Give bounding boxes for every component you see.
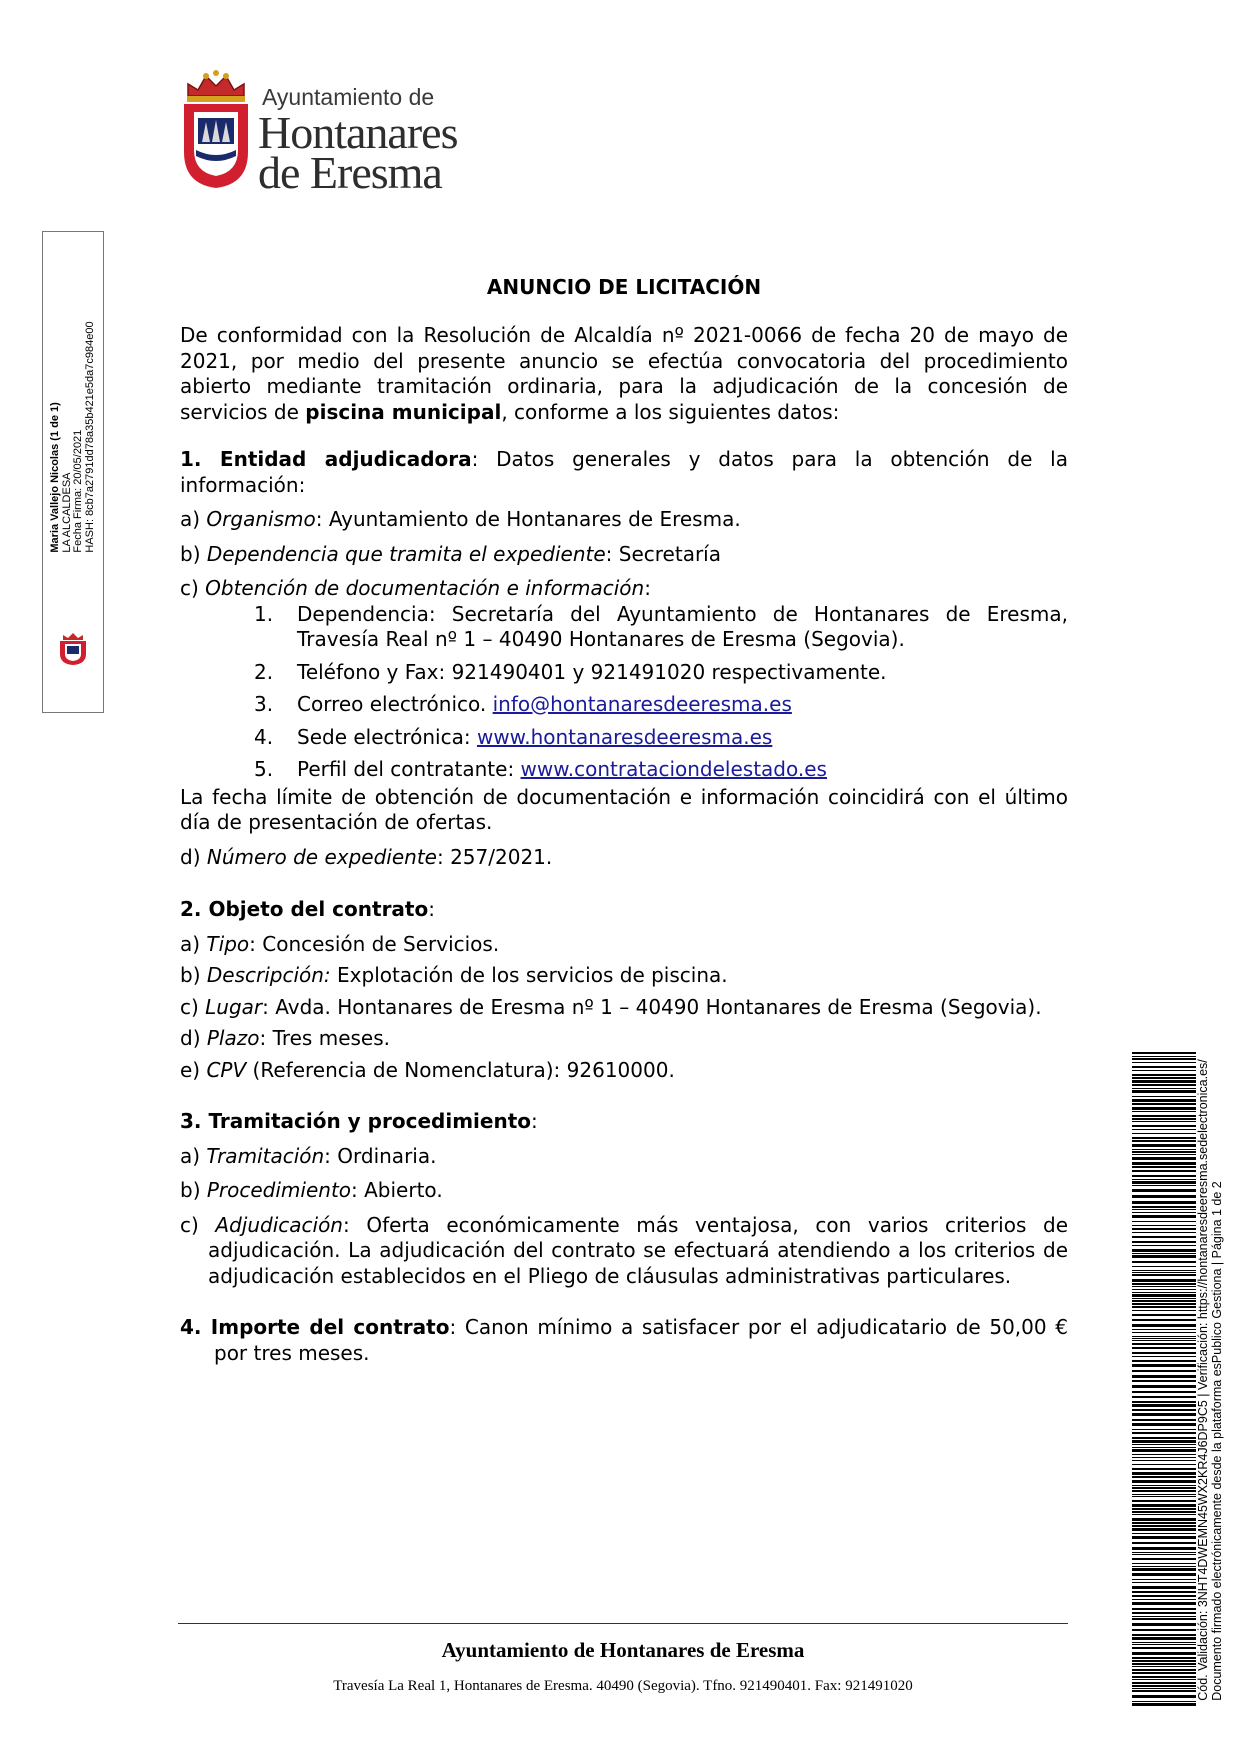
barcode-bar — [1132, 1582, 1196, 1583]
barcode-bar — [1132, 1292, 1196, 1293]
barcode-bar — [1132, 1118, 1196, 1120]
barcode-bar — [1132, 1511, 1196, 1513]
list-text: Correo electrónico. — [297, 692, 493, 716]
barcode-bar — [1132, 1490, 1196, 1492]
item-prefix: c) — [180, 994, 206, 1019]
logo-line-3: de Eresma — [258, 147, 442, 198]
barcode-bar — [1132, 1487, 1196, 1489]
barcode-bar — [1132, 1201, 1196, 1204]
barcode-bar — [1132, 1629, 1196, 1631]
barcode-bar — [1132, 1352, 1196, 1354]
barcode-bar — [1132, 1440, 1196, 1443]
validation-code: Cód. Validación: 3NHT4DWEMN45WX2KR4J6DP9C5 | Verificación: https://hontanaresdeeresma.sedelectronica.es/ — [1196, 1059, 1210, 1701]
barcode-bar — [1132, 1642, 1196, 1643]
barcode-bar — [1132, 1647, 1196, 1649]
barcode-bar — [1132, 1215, 1196, 1218]
barcode-bar — [1132, 1088, 1196, 1089]
barcode-bar — [1132, 1300, 1196, 1302]
barcode-bar — [1132, 1454, 1196, 1455]
barcode-bar — [1132, 1310, 1196, 1311]
list-item — [254, 660, 1068, 686]
item-label: Tramitación — [206, 1143, 325, 1168]
barcode-bar — [1132, 1111, 1196, 1112]
signature-date: Fecha Firma: 20/05/2021 — [72, 429, 84, 553]
barcode-bar — [1132, 1189, 1196, 1192]
item-prefix: c) — [180, 1212, 216, 1237]
barcode-bar — [1132, 1409, 1196, 1411]
barcode-bar — [1132, 1090, 1196, 1093]
barcode-bar — [1132, 1179, 1196, 1180]
section-1-item-b — [180, 542, 1068, 568]
barcode-bar — [1132, 1084, 1196, 1086]
barcode-bar — [1132, 1052, 1196, 1054]
barcode-bar — [1132, 1468, 1196, 1470]
list-text: Teléfono y Fax: 921490401 y 921491020 respectivamente. — [297, 659, 887, 684]
barcode-bar — [1132, 1413, 1196, 1416]
barcode-bar — [1132, 1536, 1196, 1539]
barcode-bar — [1132, 1332, 1196, 1333]
list-number: 2. — [254, 659, 274, 684]
item-prefix: b) — [180, 1178, 207, 1202]
contractor-profile-link[interactable]: www.contrataciondelestado.es — [520, 757, 827, 781]
barcode-bar — [1132, 1232, 1196, 1233]
barcode-bar — [1132, 1423, 1196, 1426]
barcode-bar — [1132, 1185, 1196, 1186]
item-label: Lugar — [205, 994, 263, 1019]
barcode-bar — [1132, 1170, 1196, 1172]
platform-note: Documento firmado electrónicamente desde la plataforma esPublico Gestiona | Página 1 de 2 — [1210, 1181, 1224, 1701]
barcode-bar — [1132, 1682, 1196, 1684]
barcode-bar — [1132, 1688, 1196, 1689]
barcode-bar — [1132, 1058, 1196, 1060]
barcode-bar — [1132, 1329, 1196, 1330]
barcode-bar — [1132, 1283, 1196, 1285]
section-3-item — [180, 1144, 1068, 1170]
barcode-bar — [1132, 1685, 1196, 1687]
barcode-bar — [1132, 1062, 1196, 1063]
barcode-bar — [1132, 1701, 1196, 1702]
barcode-bar — [1132, 1528, 1196, 1531]
document-title: ANUNCIO DE LICITACIÓN — [486, 275, 762, 299]
signature-text — [50, 321, 96, 552]
list-number: 3. — [254, 692, 274, 716]
item-label: Dependencia que tramita el expediente — [206, 541, 606, 566]
barcode-bar — [1132, 1144, 1196, 1147]
barcode-bar — [1132, 1533, 1196, 1534]
barcode-bar — [1132, 1149, 1196, 1150]
item-label: Obtención de documentación e información — [205, 576, 645, 600]
list-number: 5. — [254, 757, 274, 781]
barcode-bar — [1132, 1129, 1196, 1130]
barcode-bar — [1132, 1303, 1196, 1305]
barcode-bar — [1132, 1279, 1196, 1282]
barcode-bar — [1132, 1514, 1196, 1515]
list-item — [254, 692, 1068, 718]
barcode-bar — [1132, 1056, 1196, 1057]
list-number: 1. — [254, 601, 274, 626]
signature-hash: HASH: 8cb7a2791dd78a35b421e5da7c984e00 — [83, 321, 96, 553]
item-label: Adjudicación — [215, 1212, 343, 1237]
barcode-bar — [1132, 1125, 1196, 1127]
barcode-bar — [1132, 1306, 1196, 1308]
barcode-bar — [1132, 1314, 1196, 1316]
item-value: : Tres meses. — [259, 1026, 390, 1050]
section-2-item — [180, 1026, 1068, 1052]
barcode-bar — [1132, 1255, 1196, 1258]
barcode-bar — [1132, 1209, 1196, 1210]
item-value: : Ayuntamiento de Hontanares de Eresma. — [315, 507, 741, 531]
barcode-bar — [1132, 1225, 1196, 1226]
barcode-bar — [1132, 1695, 1196, 1698]
barcode-bar — [1132, 1457, 1196, 1458]
section-1-title: 1. Entidad adjudicadora — [180, 447, 472, 471]
barcode-bar — [1132, 1162, 1196, 1165]
barcode-bar — [1132, 1221, 1196, 1222]
barcode-bar — [1132, 1599, 1196, 1600]
signer-role: LA ALCALDESA — [60, 472, 73, 553]
barcode-bar — [1132, 1464, 1196, 1465]
barcode-bar — [1132, 1663, 1196, 1665]
barcode-bar — [1132, 1504, 1196, 1507]
small-coat-of-arms-icon — [57, 632, 89, 666]
item-label: Plazo — [206, 1026, 260, 1050]
barcode-bar — [1132, 1460, 1196, 1461]
barcode-bar — [1132, 1518, 1196, 1521]
barcode-bar — [1132, 1380, 1196, 1382]
barcode-bar — [1132, 1595, 1196, 1597]
section-2-heading — [180, 897, 1068, 923]
list-item — [254, 602, 1068, 653]
barcode-bar — [1132, 1573, 1196, 1576]
barcode-bar — [1132, 1121, 1196, 1122]
barcode-bar — [1132, 1266, 1196, 1267]
barcode-bar — [1132, 1249, 1196, 1252]
barcode-bar — [1132, 1103, 1196, 1105]
barcode-bar — [1132, 1419, 1196, 1421]
document-body — [180, 323, 1068, 1366]
barcode-bar — [1132, 1133, 1196, 1134]
signer-name: Maria Vallejo Nicolas (1 de 1) — [49, 402, 61, 553]
barcode-bar — [1132, 1236, 1196, 1238]
barcode-bar — [1132, 1586, 1196, 1589]
item-prefix: c) — [180, 576, 206, 600]
barcode-bar — [1132, 1644, 1196, 1645]
barcode-bar — [1132, 1340, 1196, 1341]
item-prefix: d) — [180, 844, 207, 869]
footer-address: Travesía La Real 1, Hontanares de Eresma. 40490 (Segovia). Tfno. 921490401. Fax: 921491020 — [333, 1678, 913, 1694]
barcode-bar — [1132, 1404, 1196, 1407]
signature-stamp — [42, 231, 104, 713]
barcode-bar — [1132, 1690, 1196, 1692]
barcode-bar — [1132, 1074, 1196, 1076]
barcode-bar — [1132, 1401, 1196, 1403]
section-2-item — [180, 995, 1068, 1021]
section-2-item — [180, 932, 1068, 958]
section-1-heading — [180, 447, 1068, 498]
item-prefix: b) — [180, 541, 207, 566]
barcode-bar — [1132, 1080, 1196, 1083]
item-value: Explotación de los servicios de piscina. — [330, 963, 728, 987]
barcode-bar — [1132, 1602, 1196, 1605]
barcode-bar — [1132, 1679, 1196, 1680]
barcode-bar — [1132, 1618, 1196, 1620]
barcode-bar — [1132, 1151, 1196, 1153]
barcode-bar — [1132, 1070, 1196, 1071]
section-4 — [180, 1315, 1068, 1366]
barcode-bar — [1132, 1566, 1196, 1567]
barcode-bar — [1132, 1375, 1196, 1378]
section-4-title: 4. Importe del contrato — [180, 1315, 450, 1339]
section-3-title-rest: : — [531, 1109, 538, 1133]
item-label: Procedimiento — [206, 1178, 352, 1202]
barcode-bar — [1132, 1616, 1196, 1617]
barcode-bar — [1132, 1356, 1196, 1357]
barcode-bar — [1132, 1181, 1196, 1184]
barcode-bar — [1132, 1154, 1196, 1155]
item-prefix: a) — [180, 507, 207, 531]
item-prefix: b) — [180, 963, 207, 987]
item-label: Descripción: — [206, 963, 331, 987]
barcode-bar — [1132, 1253, 1196, 1254]
barcode-bar — [1132, 1338, 1196, 1339]
item-value: : Secretaría — [605, 541, 721, 566]
barcode-bar — [1132, 1391, 1196, 1393]
barcode-bar — [1132, 1270, 1196, 1271]
list-number: 4. — [254, 724, 274, 749]
section-1-item-d — [180, 845, 1068, 871]
barcode-bar — [1132, 1294, 1196, 1297]
website-link[interactable]: www.hontanaresdeeresma.es — [476, 724, 773, 749]
barcode-bar — [1132, 1476, 1196, 1478]
item-value: : 257/2021. — [436, 844, 553, 869]
barcode-bar — [1132, 1652, 1196, 1655]
barcode-bar — [1132, 1228, 1196, 1230]
section-3-title: 3. Tramitación y procedimiento — [180, 1109, 531, 1133]
barcode-bar — [1132, 1286, 1196, 1287]
list-item — [254, 725, 1068, 751]
item-value: : — [644, 576, 651, 600]
section-2-title-rest: : — [428, 897, 435, 921]
barcode-bar — [1132, 1525, 1196, 1527]
barcode-bar — [1132, 1542, 1196, 1544]
deadline-note: La fecha límite de obtención de documentación e información coincidirá con el último día de presentación de ofertas. — [180, 784, 1068, 834]
municipality-logo — [180, 70, 470, 198]
barcode-bar — [1132, 1137, 1196, 1139]
list-text: Perfil del contratante: — [297, 757, 521, 781]
list-text: Sede electrónica: — [297, 724, 477, 749]
barcode-bar — [1132, 1558, 1196, 1560]
barcode-bar — [1132, 1666, 1196, 1667]
barcode-bar — [1132, 1437, 1196, 1439]
barcode-bar — [1132, 1360, 1196, 1362]
item-prefix: a) — [180, 931, 207, 956]
barcode-bar — [1132, 1324, 1196, 1327]
item-value: : Oferta económicamente más ventajosa, con varios criterios de adjudicación. La adjudicación del contrato se efectuará atendiendo a los criterios de adjudicación establecidos en el Pliego de cláusulas administrativas particulares. — [208, 1212, 1069, 1288]
intro-bold-text: piscina municipal — [305, 399, 502, 424]
barcode-bar — [1132, 1099, 1196, 1102]
section-2-title: 2. Objeto del contrato — [180, 897, 429, 921]
barcode-bar — [1132, 1657, 1196, 1659]
barcode-bar — [1132, 1579, 1196, 1580]
barcode-bar — [1132, 1274, 1196, 1276]
barcode-bar — [1132, 1623, 1196, 1626]
barcode-bar — [1132, 1241, 1196, 1243]
barcode-bar — [1132, 1385, 1196, 1388]
barcode-bar — [1132, 1676, 1196, 1678]
barcode-bar — [1132, 1206, 1196, 1208]
section-2-item — [180, 1058, 1068, 1084]
item-value: : Abierto. — [351, 1178, 443, 1202]
barcode-bar — [1132, 1634, 1196, 1636]
barcode-bar — [1132, 1115, 1196, 1117]
barcode-bar — [1132, 1272, 1196, 1273]
barcode-bar — [1132, 1547, 1196, 1550]
barcode-bar — [1132, 1140, 1196, 1142]
item-value: (Referencia de Nomenclatura): 92610000. — [246, 1057, 675, 1082]
item-prefix: d) — [180, 1026, 207, 1050]
barcode-bar — [1132, 1660, 1196, 1662]
barcode-bar — [1132, 1472, 1196, 1475]
item-prefix: a) — [180, 1143, 207, 1168]
barcode-bar — [1132, 1672, 1196, 1674]
barcode-bar — [1132, 1370, 1196, 1372]
barcode-bar — [1132, 1494, 1196, 1495]
section-4-text: : Canon mínimo a satisfacer por el adjudicatario de 50,00 € por tres meses. — [214, 1315, 1068, 1365]
barcode-bar — [1132, 1432, 1196, 1434]
section-1-item-a — [180, 507, 1068, 533]
email-link[interactable]: info@hontanaresdeeresma.es — [492, 692, 792, 716]
item-label: Tipo — [206, 931, 250, 956]
item-value: : Concesión de Servicios. — [249, 931, 500, 956]
barcode-bar — [1132, 1289, 1196, 1290]
barcode-bar — [1132, 1447, 1196, 1448]
barcode-bar — [1132, 1319, 1196, 1321]
barcode-bar — [1132, 1347, 1196, 1349]
barcode-bar — [1132, 1563, 1196, 1564]
barcode-bar — [1132, 1591, 1196, 1593]
item-value: : Avda. Hontanares de Eresma nº 1 – 40490 Hontanares de Eresma (Segovia). — [262, 994, 1042, 1019]
barcode-bar — [1132, 1554, 1196, 1555]
item-prefix: e) — [180, 1057, 207, 1082]
intro-paragraph — [180, 323, 1068, 425]
barcode-bar — [1132, 1157, 1196, 1160]
section-3-item — [180, 1178, 1068, 1204]
barcode-bar — [1132, 1261, 1196, 1263]
barcode-bar — [1132, 1175, 1196, 1177]
barcode-bar — [1132, 1343, 1196, 1345]
section-3-item — [180, 1213, 1068, 1290]
barcode-bar — [1132, 1195, 1196, 1198]
barcode-bar — [1132, 1066, 1196, 1068]
barcode-bar — [1132, 1485, 1196, 1486]
barcode-bar — [1132, 1107, 1196, 1110]
barcode-bar — [1132, 1077, 1196, 1079]
barcode-bar — [1132, 1568, 1196, 1571]
list-item — [254, 757, 1068, 783]
barcode-bar — [1132, 1212, 1196, 1213]
item-label: Organismo — [206, 507, 316, 531]
coat-of-arms-icon — [180, 70, 252, 190]
footer-divider — [178, 1623, 1068, 1624]
barcode-bar — [1132, 1608, 1196, 1610]
barcode-bar — [1132, 1612, 1196, 1614]
barcode-bar — [1132, 1429, 1196, 1430]
contact-list — [254, 602, 1068, 783]
footer-title: Ayuntamiento de Hontanares de Eresma — [441, 1638, 805, 1662]
validation-barcode — [1132, 1052, 1196, 1707]
barcode-bar — [1132, 1522, 1196, 1524]
intro-text-start: De conformidad con la Resolución de Alcaldía nº 2021-0066 de fecha 20 de mayo de 2021, por medio del presente anuncio se efectúa convocatoria del procedimiento abierto mediante tramitación ordinaria, para la adjudicación de la concesión de servicios de — [180, 323, 1068, 424]
list-text: Dependencia: Secretaría del Ayuntamiento de Hontanares de Eresma, Travesía Real nº 1 – 40490 Hontanares de Eresma (Segovia). — [297, 601, 1068, 651]
section-1-item-c — [180, 576, 1068, 602]
barcode-bar — [1132, 1245, 1196, 1246]
barcode-bar — [1132, 1496, 1196, 1497]
barcode-bar — [1132, 1552, 1196, 1553]
barcode-bar — [1132, 1364, 1196, 1367]
section-2-item — [180, 963, 1068, 989]
barcode-bar — [1132, 1298, 1196, 1299]
intro-text-end: , conforme a los siguientes datos: — [501, 399, 840, 424]
item-value: : Ordinaria. — [324, 1143, 437, 1168]
section-3-heading — [180, 1109, 1068, 1135]
barcode-bar — [1132, 1444, 1196, 1445]
barcode-bar — [1132, 1637, 1196, 1640]
barcode-bar — [1132, 1166, 1196, 1168]
barcode-bar — [1132, 1449, 1196, 1452]
barcode-bar — [1132, 1508, 1196, 1510]
barcode-bar — [1132, 1096, 1196, 1097]
logo-line-2: Hontanares — [258, 107, 458, 158]
barcode-bar — [1132, 1500, 1196, 1502]
item-label: Número de expediente — [206, 844, 437, 869]
barcode-bar — [1132, 1703, 1196, 1706]
barcode-bar — [1132, 1480, 1196, 1483]
section-1-title-rest: : Datos generales y datos para la obtención de la información: — [180, 447, 1068, 497]
barcode-bar — [1132, 1669, 1196, 1671]
item-label: CPV — [206, 1057, 247, 1082]
logo-line-1: Ayuntamiento de — [262, 84, 435, 110]
barcode-bar — [1132, 1336, 1196, 1337]
validation-text — [1196, 1059, 1224, 1701]
barcode-bar — [1132, 1396, 1196, 1398]
